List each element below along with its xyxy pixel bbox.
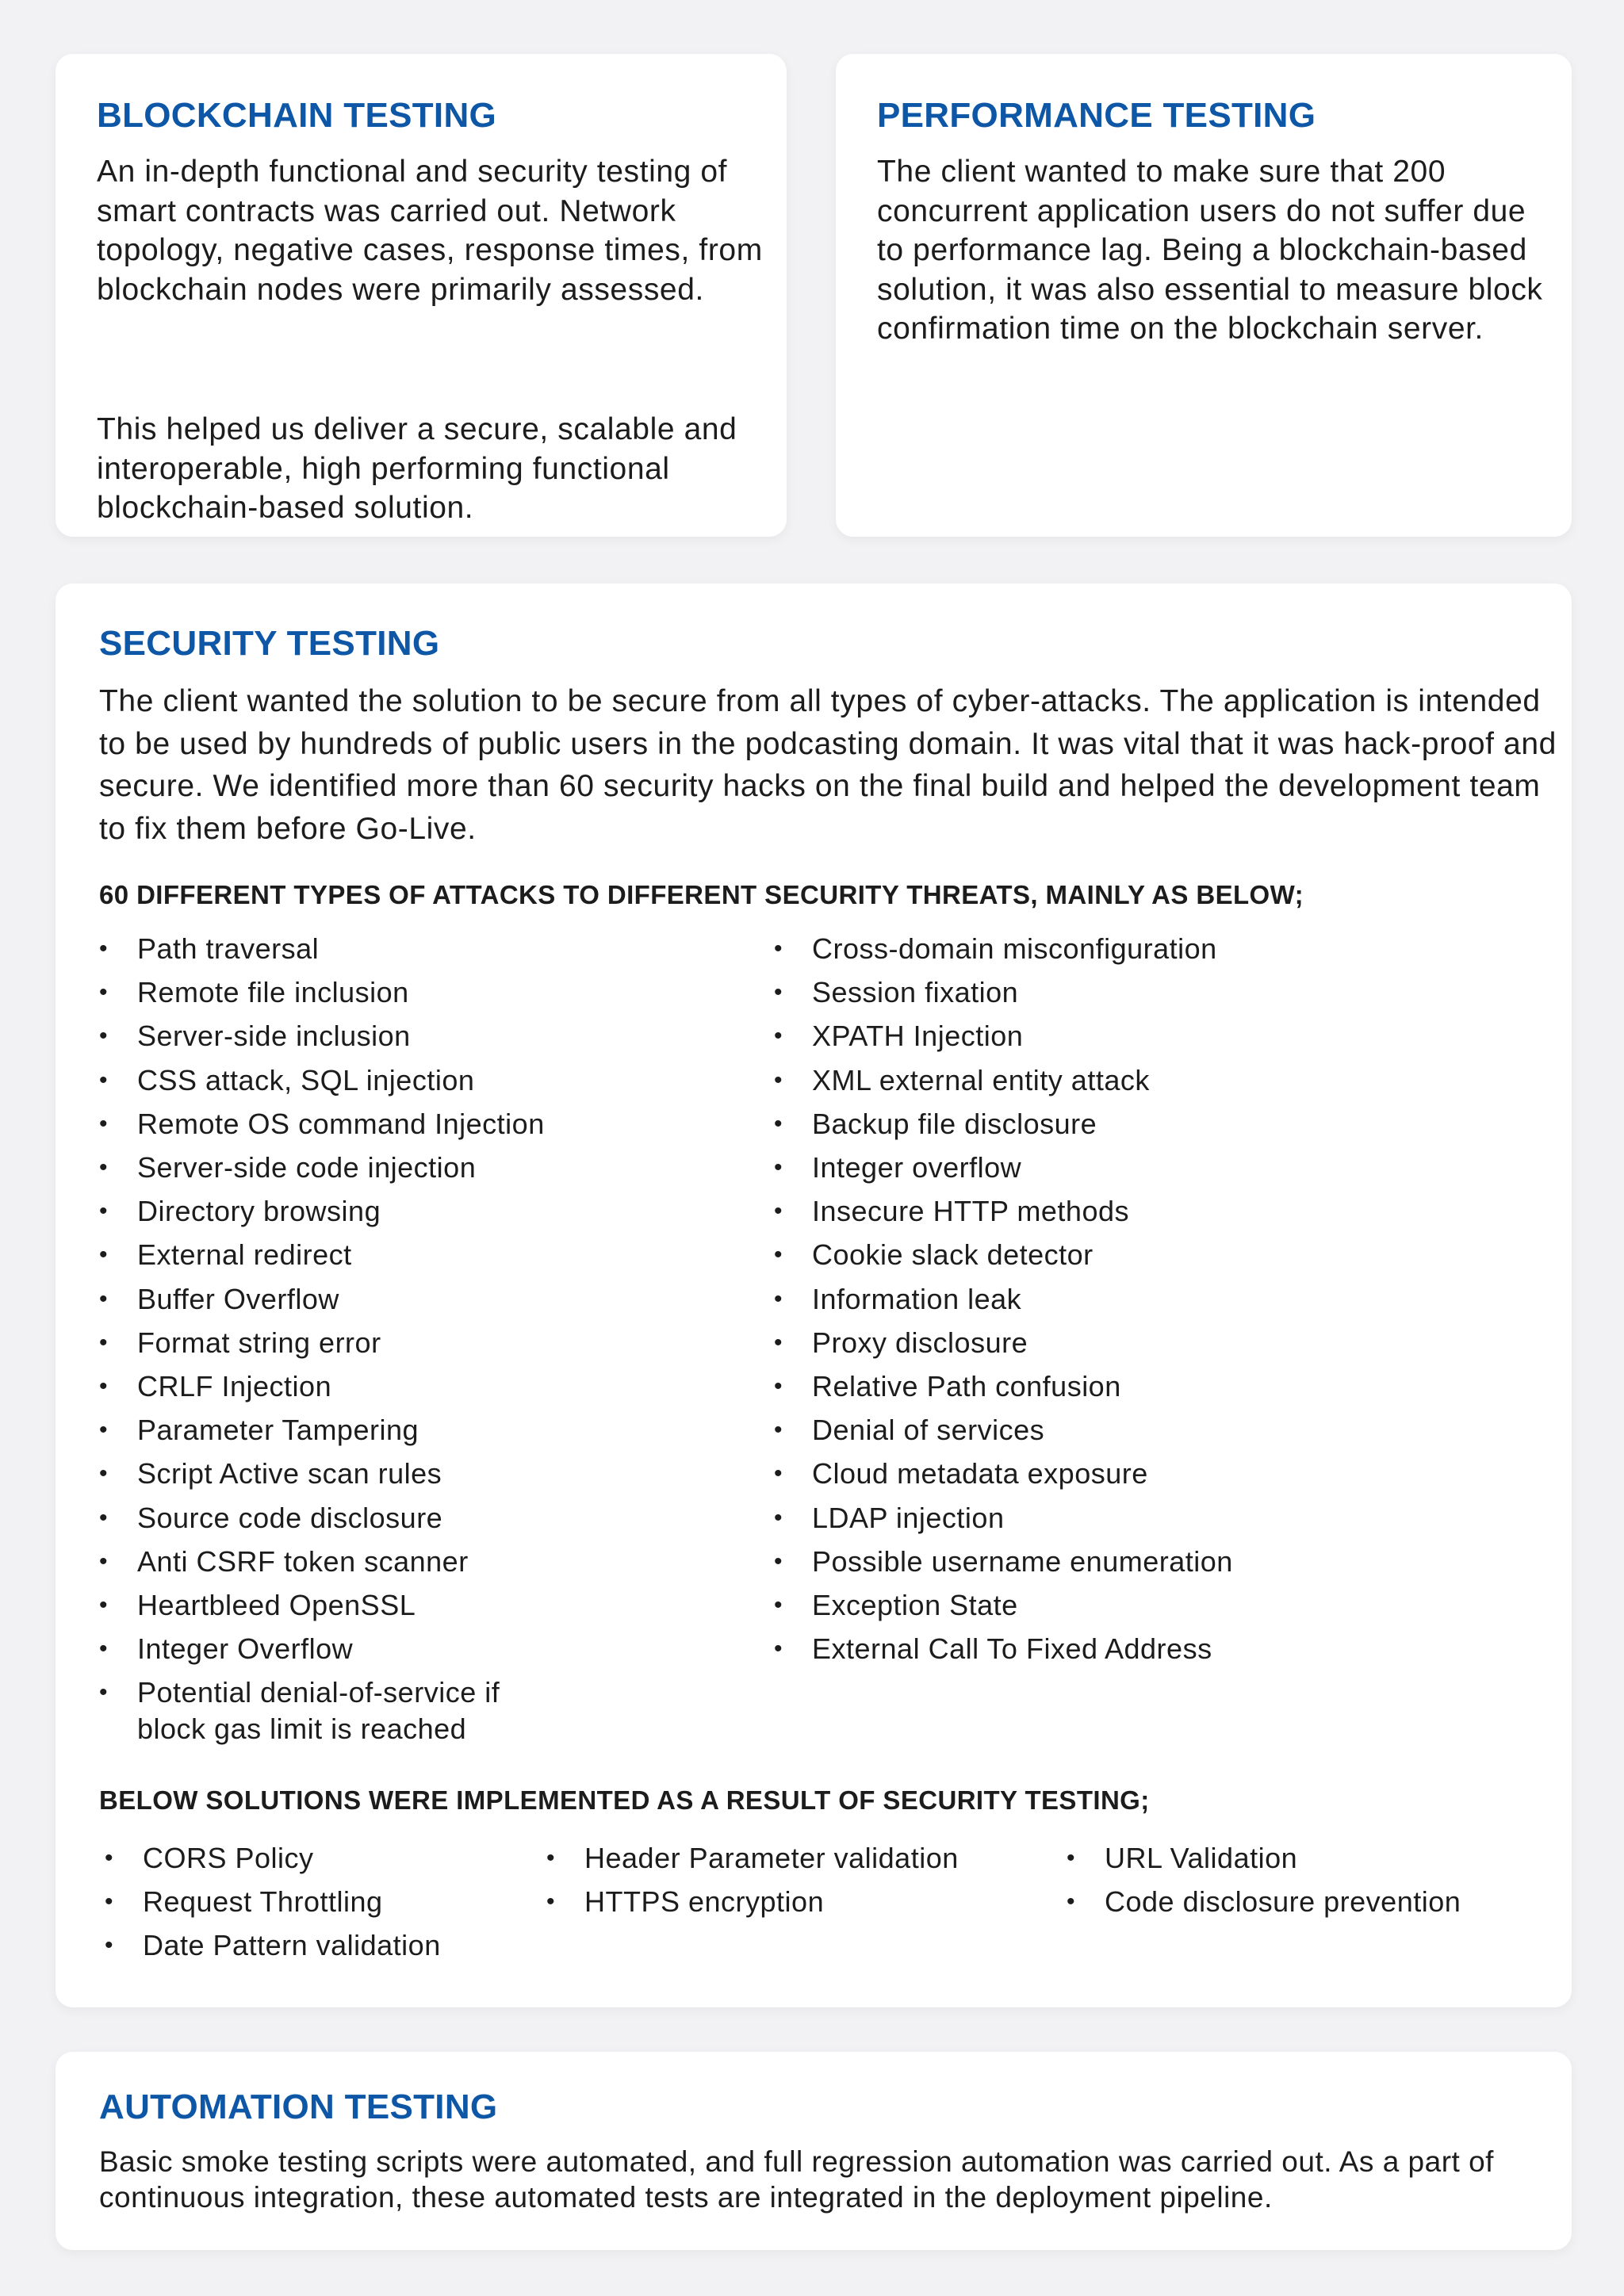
attacks-list-left — [99, 927, 733, 1747]
list-item: • Cookie slack detector — [774, 1233, 1488, 1276]
blockchain-testing-card — [56, 54, 787, 537]
solutions-list-col-3 — [1067, 1836, 1542, 1923]
list-item: • Date Pattern validation — [105, 1923, 517, 1967]
solutions-list-col-2 — [546, 1836, 1054, 1923]
list-item: • Information leak — [774, 1277, 1488, 1321]
automation-testing-card — [56, 2052, 1572, 2250]
list-item: • Source code disclosure — [99, 1496, 733, 1540]
list-item: • Header Parameter validation — [546, 1836, 1054, 1880]
list-item: • Format string error — [99, 1321, 733, 1364]
list-item: • CRLF Injection — [99, 1364, 733, 1408]
list-item: • Cloud metadata exposure — [774, 1452, 1488, 1495]
list-item: • Integer Overflow — [99, 1627, 733, 1670]
list-item: • XPATH Injection — [774, 1014, 1488, 1058]
list-item: • Code disclosure prevention — [1067, 1880, 1542, 1923]
list-item: • External redirect — [99, 1233, 733, 1276]
attacks-heading: 60 DIFFERENT TYPES OF ATTACKS TO DIFFERENT SECURITY THREATS, MAINLY AS BELOW; — [99, 880, 1304, 909]
list-item: • Directory browsing — [99, 1189, 733, 1233]
list-item: • Relative Path confusion — [774, 1364, 1488, 1408]
list-item: • Proxy disclosure — [774, 1321, 1488, 1364]
list-item: • URL Validation — [1067, 1836, 1542, 1880]
security-testing-title: SECURITY TESTING — [99, 624, 440, 663]
list-item: • CSS attack, SQL injection — [99, 1058, 733, 1102]
list-item: • Parameter Tampering — [99, 1408, 733, 1452]
list-item: • Denial of services — [774, 1408, 1488, 1452]
list-item: • Server-side code injection — [99, 1146, 733, 1189]
list-item: • Buffer Overflow — [99, 1277, 733, 1321]
list-item: • Backup file disclosure — [774, 1102, 1488, 1146]
list-item: • Exception State — [774, 1583, 1488, 1627]
automation-testing-paragraph: Basic smoke testing scripts were automated, and full regression automation was carried out. As a part of continuous integration, these automated tests are integrated in the deployment pipeline. — [99, 2145, 1494, 2214]
list-item: • Potential denial-of-service if block gas limit is reached — [99, 1670, 543, 1747]
solutions-heading: BELOW SOLUTIONS WERE IMPLEMENTED AS A RESULT OF SECURITY TESTING; — [99, 1785, 1150, 1815]
security-testing-card — [56, 584, 1572, 2007]
attacks-list-right — [774, 927, 1488, 1670]
blockchain-testing-paragraph-1: An in-depth functional and security testing of smart contracts was carried out. Network topology, negative cases, response times, from blockchain nodes were primarily assessed. — [97, 155, 763, 307]
performance-testing-card — [836, 54, 1572, 537]
list-item: • XML external entity attack — [774, 1058, 1488, 1102]
solutions-list-col-1 — [105, 1836, 517, 1968]
list-item: • Cross-domain misconfiguration — [774, 927, 1488, 970]
list-item: • Path traversal — [99, 927, 733, 970]
automation-testing-title: AUTOMATION TESTING — [99, 2087, 498, 2126]
list-item: • LDAP injection — [774, 1496, 1488, 1540]
blockchain-testing-title: BLOCKCHAIN TESTING — [97, 96, 497, 135]
list-item: • Request Throttling — [105, 1880, 517, 1923]
list-item: • Possible username enumeration — [774, 1540, 1488, 1583]
list-item: • Heartbleed OpenSSL — [99, 1583, 733, 1627]
list-item: • Script Active scan rules — [99, 1452, 733, 1495]
list-item: • External Call To Fixed Address — [774, 1627, 1488, 1670]
security-testing-paragraph: The client wanted the solution to be secure from all types of cyber-attacks. The application is intended to be used by hundreds of public users in the podcasting domain. It was vital that it was hack-proof and secure. We identified more than 60 security hacks on the final build and helped the development team to fix them before Go-Live. — [99, 684, 1557, 846]
list-item: • CORS Policy — [105, 1836, 517, 1880]
blockchain-testing-paragraph-2: This helped us deliver a secure, scalable and interoperable, high performing functional blockchain-based solution. — [97, 412, 737, 525]
performance-testing-paragraph: The client wanted to make sure that 200 concurrent application users do not suffer due to performance lag. Being a blockchain-based solution, it was also essential to measure block confirmation time on the blockchain server. — [877, 155, 1543, 346]
list-item: • Integer overflow — [774, 1146, 1488, 1189]
list-item: • Server-side inclusion — [99, 1014, 733, 1058]
list-item: • Anti CSRF token scanner — [99, 1540, 733, 1583]
list-item: • Remote OS command Injection — [99, 1102, 733, 1146]
list-item: • Remote file inclusion — [99, 970, 733, 1014]
performance-testing-title: PERFORMANCE TESTING — [877, 96, 1316, 135]
list-item: • Session fixation — [774, 970, 1488, 1014]
list-item: • Insecure HTTP methods — [774, 1189, 1488, 1233]
list-item: • HTTPS encryption — [546, 1880, 1054, 1923]
